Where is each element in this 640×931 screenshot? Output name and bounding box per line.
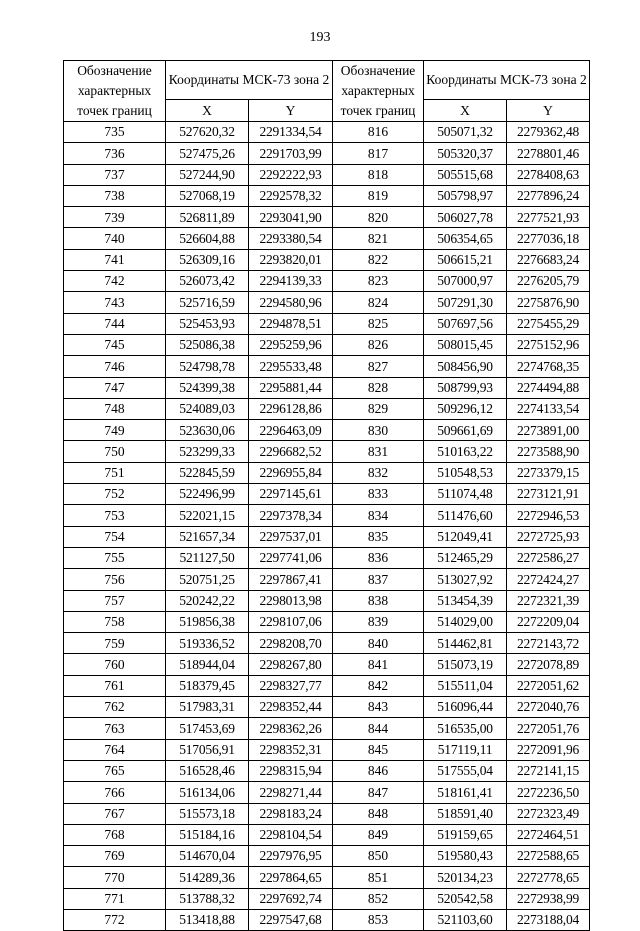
page-number: 193 bbox=[309, 30, 331, 45]
cell-y-right: 2272040,76 bbox=[507, 697, 590, 718]
cell-y-right: 2277036,18 bbox=[507, 228, 590, 249]
cell-point-right: 821 bbox=[333, 228, 424, 249]
cell-point-left: 743 bbox=[64, 292, 166, 313]
cell-x-left: 524798,78 bbox=[166, 356, 249, 377]
cell-x-right: 516535,00 bbox=[424, 718, 507, 739]
cell-point-right: 840 bbox=[333, 633, 424, 654]
cell-x-left: 515184,16 bbox=[166, 824, 249, 845]
cell-x-left: 517453,69 bbox=[166, 718, 249, 739]
cell-x-left: 519856,38 bbox=[166, 611, 249, 632]
cell-y-right: 2274768,35 bbox=[507, 356, 590, 377]
cell-x-left: 527620,32 bbox=[166, 122, 249, 143]
cell-y-left: 2296463,09 bbox=[249, 420, 333, 441]
cell-y-left: 2294580,96 bbox=[249, 292, 333, 313]
table-row bbox=[64, 249, 590, 270]
cell-y-left: 2297378,34 bbox=[249, 505, 333, 526]
cell-y-left: 2297741,06 bbox=[249, 547, 333, 568]
cell-point-right: 823 bbox=[333, 271, 424, 292]
cell-point-right: 846 bbox=[333, 760, 424, 781]
table-row bbox=[64, 633, 590, 654]
cell-x-right: 518161,41 bbox=[424, 782, 507, 803]
cell-point-right: 818 bbox=[333, 164, 424, 185]
cell-y-left: 2298104,54 bbox=[249, 824, 333, 845]
cell-y-left: 2295881,44 bbox=[249, 377, 333, 398]
cell-x-right: 514029,00 bbox=[424, 611, 507, 632]
cell-x-left: 518379,45 bbox=[166, 675, 249, 696]
cell-point-left: 765 bbox=[64, 760, 166, 781]
cell-y-left: 2298013,98 bbox=[249, 590, 333, 611]
cell-x-left: 526309,16 bbox=[166, 249, 249, 270]
cell-y-left: 2297867,41 bbox=[249, 569, 333, 590]
cell-x-left: 514289,36 bbox=[166, 867, 249, 888]
cell-point-right: 833 bbox=[333, 484, 424, 505]
cell-y-left: 2298107,06 bbox=[249, 611, 333, 632]
cell-y-right: 2278801,46 bbox=[507, 143, 590, 164]
cell-x-left: 514670,04 bbox=[166, 846, 249, 867]
cell-x-left: 520751,25 bbox=[166, 569, 249, 590]
cell-point-left: 751 bbox=[64, 462, 166, 483]
cell-x-right: 512049,41 bbox=[424, 526, 507, 547]
cell-point-left: 755 bbox=[64, 547, 166, 568]
cell-point-left: 763 bbox=[64, 718, 166, 739]
cell-y-left: 2296682,52 bbox=[249, 441, 333, 462]
cell-y-right: 2273891,00 bbox=[507, 420, 590, 441]
cell-x-right: 514462,81 bbox=[424, 633, 507, 654]
y-header-right: Y bbox=[507, 100, 590, 122]
cell-x-right: 516096,44 bbox=[424, 697, 507, 718]
cell-x-right: 511476,60 bbox=[424, 505, 507, 526]
cell-x-left: 515573,18 bbox=[166, 803, 249, 824]
cell-x-left: 525453,93 bbox=[166, 313, 249, 334]
cell-y-right: 2274494,88 bbox=[507, 377, 590, 398]
cell-point-right: 829 bbox=[333, 398, 424, 419]
cell-x-right: 509296,12 bbox=[424, 398, 507, 419]
cell-y-left: 2293380,54 bbox=[249, 228, 333, 249]
cell-x-left: 520242,22 bbox=[166, 590, 249, 611]
cell-point-left: 744 bbox=[64, 313, 166, 334]
cell-point-left: 762 bbox=[64, 697, 166, 718]
coordinates-table bbox=[63, 60, 590, 931]
cell-point-right: 837 bbox=[333, 569, 424, 590]
cell-y-left: 2297145,61 bbox=[249, 484, 333, 505]
cell-x-right: 520134,23 bbox=[424, 867, 507, 888]
cell-y-left: 2294878,51 bbox=[249, 313, 333, 334]
table-row bbox=[64, 505, 590, 526]
cell-x-left: 522021,15 bbox=[166, 505, 249, 526]
cell-point-left: 745 bbox=[64, 334, 166, 355]
cell-x-right: 508799,93 bbox=[424, 377, 507, 398]
cell-point-left: 754 bbox=[64, 526, 166, 547]
cell-x-left: 527068,19 bbox=[166, 185, 249, 206]
cell-y-left: 2298267,80 bbox=[249, 654, 333, 675]
cell-point-right: 827 bbox=[333, 356, 424, 377]
cell-point-left: 739 bbox=[64, 207, 166, 228]
cell-point-left: 741 bbox=[64, 249, 166, 270]
table-row bbox=[64, 569, 590, 590]
cell-y-right: 2272323,49 bbox=[507, 803, 590, 824]
x-header-left: X bbox=[166, 100, 249, 122]
cell-point-right: 819 bbox=[333, 185, 424, 206]
cell-x-right: 519159,65 bbox=[424, 824, 507, 845]
cell-point-left: 769 bbox=[64, 846, 166, 867]
cell-point-left: 768 bbox=[64, 824, 166, 845]
table-row bbox=[64, 867, 590, 888]
coordinates-header-right: Координаты МСК-73 зона 2 bbox=[424, 61, 590, 100]
table-row bbox=[64, 398, 590, 419]
cell-y-right: 2276205,79 bbox=[507, 271, 590, 292]
cell-y-right: 2274133,54 bbox=[507, 398, 590, 419]
cell-x-right: 510163,22 bbox=[424, 441, 507, 462]
cell-y-left: 2294139,33 bbox=[249, 271, 333, 292]
cell-point-right: 830 bbox=[333, 420, 424, 441]
cell-point-left: 749 bbox=[64, 420, 166, 441]
cell-x-left: 523299,33 bbox=[166, 441, 249, 462]
cell-point-left: 772 bbox=[64, 909, 166, 930]
cell-y-right: 2272143,72 bbox=[507, 633, 590, 654]
cell-point-left: 753 bbox=[64, 505, 166, 526]
cell-y-right: 2272938,99 bbox=[507, 888, 590, 909]
cell-x-right: 505515,68 bbox=[424, 164, 507, 185]
cell-point-left: 766 bbox=[64, 782, 166, 803]
cell-x-left: 526073,42 bbox=[166, 271, 249, 292]
cell-point-left: 767 bbox=[64, 803, 166, 824]
cell-x-right: 505320,37 bbox=[424, 143, 507, 164]
cell-y-right: 2272051,76 bbox=[507, 718, 590, 739]
cell-x-right: 517119,11 bbox=[424, 739, 507, 760]
table-row bbox=[64, 846, 590, 867]
cell-point-left: 756 bbox=[64, 569, 166, 590]
table-row bbox=[64, 484, 590, 505]
cell-point-right: 817 bbox=[333, 143, 424, 164]
table-row bbox=[64, 207, 590, 228]
cell-y-right: 2275455,29 bbox=[507, 313, 590, 334]
table-row bbox=[64, 760, 590, 781]
cell-point-left: 737 bbox=[64, 164, 166, 185]
cell-y-right: 2272778,65 bbox=[507, 867, 590, 888]
cell-y-left: 2298208,70 bbox=[249, 633, 333, 654]
table-row bbox=[64, 143, 590, 164]
cell-x-right: 507291,30 bbox=[424, 292, 507, 313]
cell-point-right: 824 bbox=[333, 292, 424, 313]
cell-point-right: 822 bbox=[333, 249, 424, 270]
cell-x-left: 524089,03 bbox=[166, 398, 249, 419]
cell-y-right: 2278408,63 bbox=[507, 164, 590, 185]
cell-point-left: 735 bbox=[64, 122, 166, 143]
cell-point-right: 853 bbox=[333, 909, 424, 930]
cell-point-right: 826 bbox=[333, 334, 424, 355]
cell-y-left: 2297547,68 bbox=[249, 909, 333, 930]
cell-point-right: 841 bbox=[333, 654, 424, 675]
cell-y-right: 2272078,89 bbox=[507, 654, 590, 675]
cell-x-right: 512465,29 bbox=[424, 547, 507, 568]
cell-y-left: 2292578,32 bbox=[249, 185, 333, 206]
cell-y-right: 2272725,93 bbox=[507, 526, 590, 547]
cell-point-left: 771 bbox=[64, 888, 166, 909]
cell-point-right: 816 bbox=[333, 122, 424, 143]
cell-point-right: 828 bbox=[333, 377, 424, 398]
cell-x-left: 518944,04 bbox=[166, 654, 249, 675]
cell-x-right: 508015,45 bbox=[424, 334, 507, 355]
cell-point-left: 736 bbox=[64, 143, 166, 164]
cell-x-left: 517983,31 bbox=[166, 697, 249, 718]
cell-point-right: 852 bbox=[333, 888, 424, 909]
table-header bbox=[64, 61, 590, 122]
table-row bbox=[64, 164, 590, 185]
cell-x-right: 509661,69 bbox=[424, 420, 507, 441]
table-row bbox=[64, 420, 590, 441]
cell-x-right: 507697,56 bbox=[424, 313, 507, 334]
table-row bbox=[64, 824, 590, 845]
cell-x-left: 522845,59 bbox=[166, 462, 249, 483]
table-row bbox=[64, 654, 590, 675]
table-row bbox=[64, 739, 590, 760]
cell-y-right: 2272946,53 bbox=[507, 505, 590, 526]
cell-point-left: 738 bbox=[64, 185, 166, 206]
cell-y-right: 2276683,24 bbox=[507, 249, 590, 270]
cell-y-left: 2296128,86 bbox=[249, 398, 333, 419]
cell-point-left: 770 bbox=[64, 867, 166, 888]
table-row bbox=[64, 675, 590, 696]
cell-y-right: 2272321,39 bbox=[507, 590, 590, 611]
cell-y-right: 2272141,15 bbox=[507, 760, 590, 781]
cell-point-left: 748 bbox=[64, 398, 166, 419]
cell-point-right: 850 bbox=[333, 846, 424, 867]
table-row bbox=[64, 590, 590, 611]
cell-y-left: 2295259,96 bbox=[249, 334, 333, 355]
cell-point-left: 761 bbox=[64, 675, 166, 696]
cell-y-left: 2298315,94 bbox=[249, 760, 333, 781]
cell-y-left: 2298362,26 bbox=[249, 718, 333, 739]
cell-y-left: 2297976,95 bbox=[249, 846, 333, 867]
cell-point-right: 843 bbox=[333, 697, 424, 718]
cell-x-right: 521103,60 bbox=[424, 909, 507, 930]
cell-point-right: 848 bbox=[333, 803, 424, 824]
cell-point-right: 831 bbox=[333, 441, 424, 462]
cell-point-left: 746 bbox=[64, 356, 166, 377]
cell-y-left: 2291703,99 bbox=[249, 143, 333, 164]
table-row bbox=[64, 782, 590, 803]
cell-x-right: 520542,58 bbox=[424, 888, 507, 909]
cell-x-left: 517056,91 bbox=[166, 739, 249, 760]
cell-point-left: 742 bbox=[64, 271, 166, 292]
cell-y-left: 2293820,01 bbox=[249, 249, 333, 270]
cell-x-left: 513788,32 bbox=[166, 888, 249, 909]
table-row bbox=[64, 292, 590, 313]
cell-y-right: 2273588,90 bbox=[507, 441, 590, 462]
table-row bbox=[64, 803, 590, 824]
cell-x-left: 513418,88 bbox=[166, 909, 249, 930]
table-row bbox=[64, 334, 590, 355]
cell-x-left: 526811,89 bbox=[166, 207, 249, 228]
cell-y-left: 2297864,65 bbox=[249, 867, 333, 888]
cell-x-left: 524399,38 bbox=[166, 377, 249, 398]
designation-header-left: Обозначение характерных точек границ bbox=[64, 61, 166, 122]
cell-x-right: 505071,32 bbox=[424, 122, 507, 143]
table-row bbox=[64, 888, 590, 909]
cell-y-right: 2272091,96 bbox=[507, 739, 590, 760]
cell-x-right: 513454,39 bbox=[424, 590, 507, 611]
cell-x-right: 505798,97 bbox=[424, 185, 507, 206]
cell-x-left: 519336,52 bbox=[166, 633, 249, 654]
cell-x-right: 506354,65 bbox=[424, 228, 507, 249]
table-row bbox=[64, 909, 590, 930]
cell-y-left: 2298183,24 bbox=[249, 803, 333, 824]
cell-y-right: 2272464,51 bbox=[507, 824, 590, 845]
cell-point-right: 845 bbox=[333, 739, 424, 760]
cell-x-right: 515073,19 bbox=[424, 654, 507, 675]
cell-x-right: 513027,92 bbox=[424, 569, 507, 590]
cell-point-left: 752 bbox=[64, 484, 166, 505]
cell-x-left: 525716,59 bbox=[166, 292, 249, 313]
cell-point-right: 849 bbox=[333, 824, 424, 845]
cell-point-right: 836 bbox=[333, 547, 424, 568]
cell-y-right: 2279362,48 bbox=[507, 122, 590, 143]
cell-x-right: 517555,04 bbox=[424, 760, 507, 781]
cell-point-left: 758 bbox=[64, 611, 166, 632]
table-row bbox=[64, 356, 590, 377]
cell-x-left: 516528,46 bbox=[166, 760, 249, 781]
cell-y-left: 2298352,31 bbox=[249, 739, 333, 760]
table-row bbox=[64, 462, 590, 483]
table-row bbox=[64, 228, 590, 249]
cell-x-left: 521657,34 bbox=[166, 526, 249, 547]
table-row bbox=[64, 122, 590, 143]
cell-y-left: 2297692,74 bbox=[249, 888, 333, 909]
cell-x-right: 506027,78 bbox=[424, 207, 507, 228]
cell-x-left: 527475,26 bbox=[166, 143, 249, 164]
cell-x-left: 527244,90 bbox=[166, 164, 249, 185]
table-row bbox=[64, 313, 590, 334]
cell-y-right: 2277521,93 bbox=[507, 207, 590, 228]
cell-point-left: 757 bbox=[64, 590, 166, 611]
cell-point-right: 851 bbox=[333, 867, 424, 888]
x-header-right: X bbox=[424, 100, 507, 122]
cell-y-right: 2273188,04 bbox=[507, 909, 590, 930]
cell-y-right: 2272051,62 bbox=[507, 675, 590, 696]
cell-x-right: 506615,21 bbox=[424, 249, 507, 270]
cell-point-right: 842 bbox=[333, 675, 424, 696]
cell-x-left: 521127,50 bbox=[166, 547, 249, 568]
cell-y-left: 2293041,90 bbox=[249, 207, 333, 228]
cell-y-right: 2272209,04 bbox=[507, 611, 590, 632]
cell-y-right: 2273379,15 bbox=[507, 462, 590, 483]
cell-point-right: 835 bbox=[333, 526, 424, 547]
cell-point-right: 844 bbox=[333, 718, 424, 739]
cell-x-right: 507000,97 bbox=[424, 271, 507, 292]
cell-point-right: 832 bbox=[333, 462, 424, 483]
table-row bbox=[64, 377, 590, 398]
cell-x-right: 510548,53 bbox=[424, 462, 507, 483]
cell-x-right: 515511,04 bbox=[424, 675, 507, 696]
cell-y-left: 2298352,44 bbox=[249, 697, 333, 718]
cell-x-right: 518591,40 bbox=[424, 803, 507, 824]
cell-y-left: 2298327,77 bbox=[249, 675, 333, 696]
table-row bbox=[64, 547, 590, 568]
cell-y-right: 2272588,65 bbox=[507, 846, 590, 867]
table-row bbox=[64, 441, 590, 462]
cell-point-right: 847 bbox=[333, 782, 424, 803]
cell-point-left: 740 bbox=[64, 228, 166, 249]
designation-header-right: Обозначение характерных точек границ bbox=[333, 61, 424, 122]
cell-point-left: 764 bbox=[64, 739, 166, 760]
cell-point-right: 839 bbox=[333, 611, 424, 632]
cell-point-right: 834 bbox=[333, 505, 424, 526]
cell-y-left: 2295533,48 bbox=[249, 356, 333, 377]
cell-point-left: 750 bbox=[64, 441, 166, 462]
table-body bbox=[64, 122, 590, 931]
cell-x-left: 526604,88 bbox=[166, 228, 249, 249]
cell-point-left: 747 bbox=[64, 377, 166, 398]
cell-x-left: 522496,99 bbox=[166, 484, 249, 505]
cell-y-left: 2296955,84 bbox=[249, 462, 333, 483]
cell-y-right: 2272236,50 bbox=[507, 782, 590, 803]
cell-point-left: 760 bbox=[64, 654, 166, 675]
cell-y-right: 2272586,27 bbox=[507, 547, 590, 568]
cell-x-right: 511074,48 bbox=[424, 484, 507, 505]
cell-y-left: 2298271,44 bbox=[249, 782, 333, 803]
cell-y-right: 2275152,96 bbox=[507, 334, 590, 355]
coordinates-header-left: Координаты МСК-73 зона 2 bbox=[166, 61, 333, 100]
cell-point-right: 838 bbox=[333, 590, 424, 611]
cell-point-right: 820 bbox=[333, 207, 424, 228]
cell-y-left: 2292222,93 bbox=[249, 164, 333, 185]
cell-x-left: 516134,06 bbox=[166, 782, 249, 803]
cell-x-right: 519580,43 bbox=[424, 846, 507, 867]
table-row bbox=[64, 697, 590, 718]
cell-y-right: 2272424,27 bbox=[507, 569, 590, 590]
table-row bbox=[64, 611, 590, 632]
cell-x-left: 523630,06 bbox=[166, 420, 249, 441]
table-row bbox=[64, 526, 590, 547]
cell-y-left: 2297537,01 bbox=[249, 526, 333, 547]
cell-point-right: 825 bbox=[333, 313, 424, 334]
cell-y-right: 2277896,24 bbox=[507, 185, 590, 206]
table-row bbox=[64, 271, 590, 292]
cell-x-right: 508456,90 bbox=[424, 356, 507, 377]
cell-y-left: 2291334,54 bbox=[249, 122, 333, 143]
table-row bbox=[64, 185, 590, 206]
table-row bbox=[64, 718, 590, 739]
cell-x-left: 525086,38 bbox=[166, 334, 249, 355]
cell-point-left: 759 bbox=[64, 633, 166, 654]
cell-y-right: 2273121,91 bbox=[507, 484, 590, 505]
cell-y-right: 2275876,90 bbox=[507, 292, 590, 313]
y-header-left: Y bbox=[249, 100, 333, 122]
